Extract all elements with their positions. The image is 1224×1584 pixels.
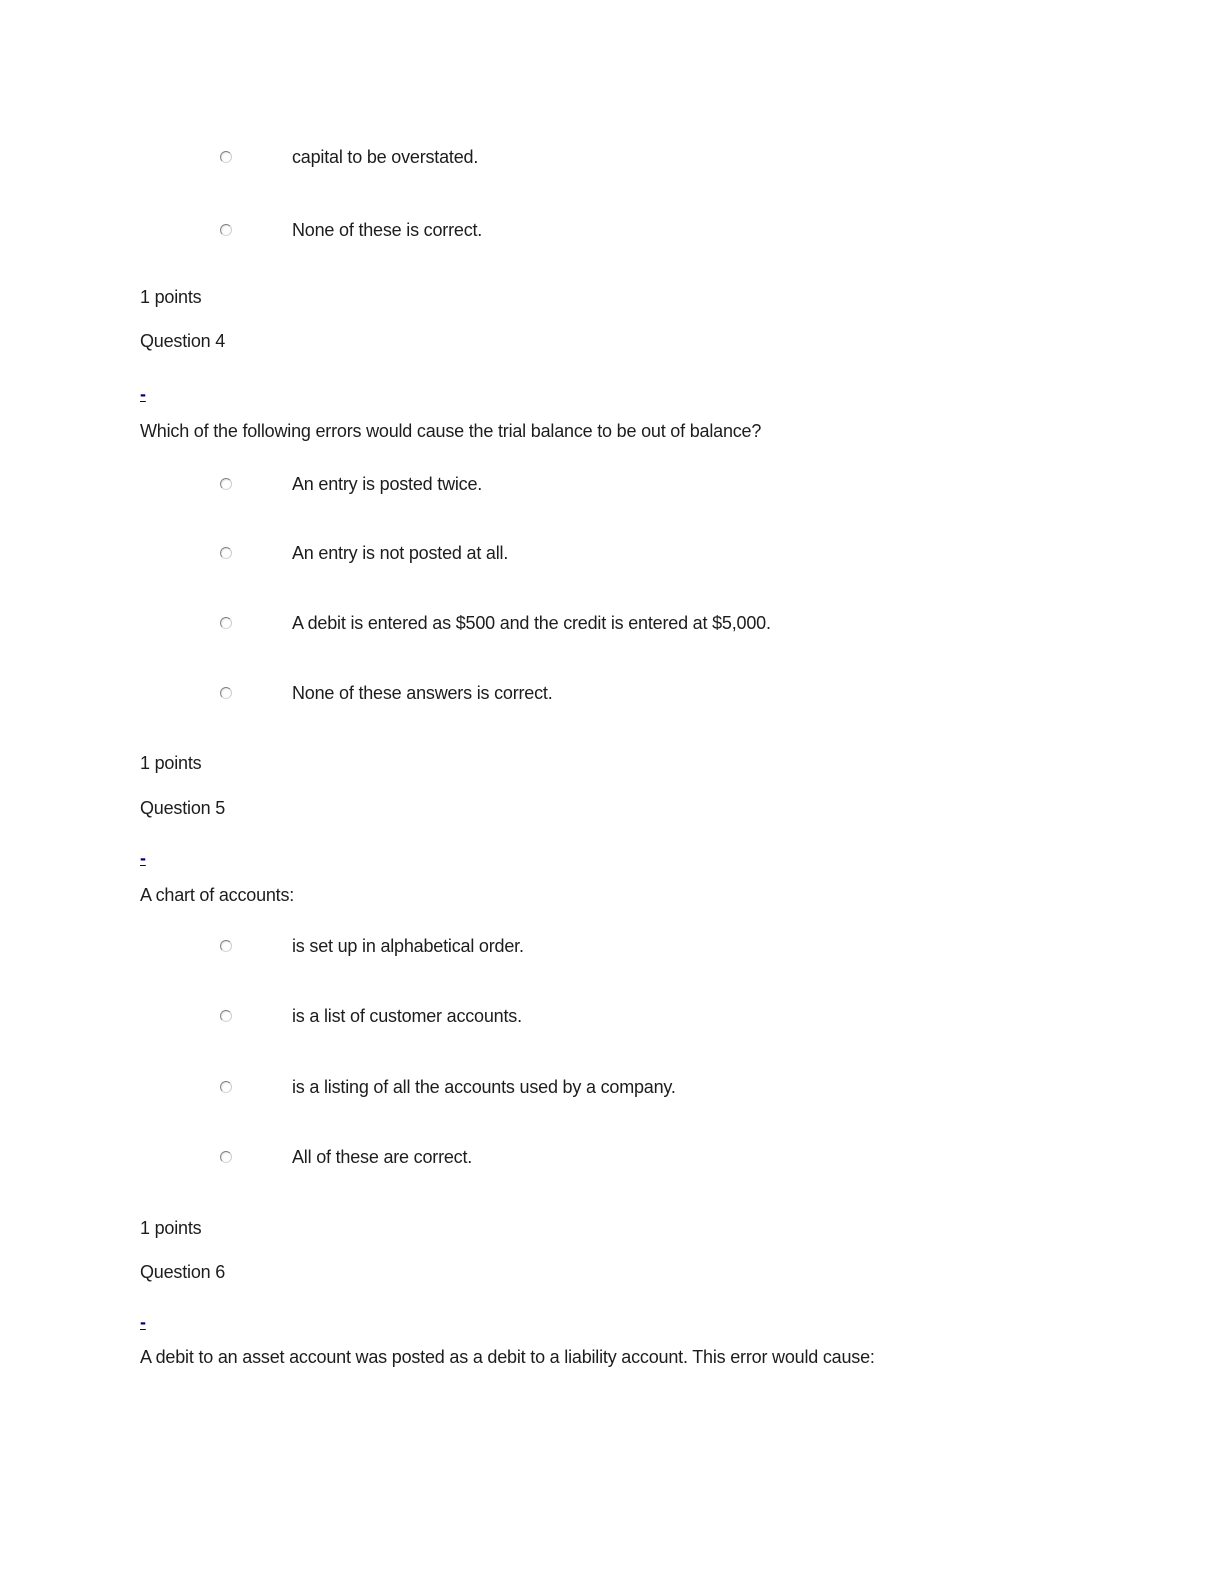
answer-option-row (220, 681, 553, 705)
radio-button-icon[interactable] (220, 151, 232, 163)
radio-button-icon[interactable] (220, 224, 232, 236)
answer-option-row (220, 1075, 676, 1099)
radio-button-icon[interactable] (220, 478, 232, 490)
radio-button-icon[interactable] (220, 940, 232, 952)
collapse-dash[interactable]: - (140, 384, 146, 404)
question-prompt: A debit to an asset account was posted as a debit to a liability account. This error would cause: (140, 1347, 875, 1367)
answer-option-label: All of these are correct. (292, 1147, 473, 1167)
collapse-link[interactable] (140, 846, 146, 870)
collapse-link[interactable] (140, 1310, 146, 1334)
collapse-link[interactable] (140, 382, 146, 406)
points-label: 1 points (140, 287, 202, 307)
question-prompt: Which of the following errors would cause the trial balance to be out of balance? (140, 421, 762, 441)
question-header: Question 6 (140, 1262, 226, 1282)
answer-option-row (220, 611, 771, 635)
answer-option-label: None of these answers is correct. (292, 683, 553, 703)
answer-option-label: is a listing of all the accounts used by a company. (292, 1077, 676, 1097)
answer-option-label: capital to be overstated. (292, 147, 479, 167)
question-header: Question 4 (140, 331, 226, 351)
answer-option-row (220, 1004, 522, 1028)
answer-option-label: is set up in alphabetical order. (292, 936, 524, 956)
radio-button-icon[interactable] (220, 1081, 232, 1093)
answer-option-row (220, 541, 508, 565)
answer-option-label: An entry is not posted at all. (292, 543, 509, 563)
answer-option-row (220, 1145, 472, 1169)
points-label: 1 points (140, 1218, 202, 1238)
collapse-dash[interactable]: - (140, 848, 146, 868)
answer-option-label: None of these is correct. (292, 220, 483, 240)
answer-option-label: A debit is entered as $500 and the credit is entered at $5,000. (292, 613, 771, 633)
answer-option-label: is a list of customer accounts. (292, 1006, 522, 1026)
answer-option-label: An entry is posted twice. (292, 474, 483, 494)
answer-option-row (220, 472, 482, 496)
question-header: Question 5 (140, 798, 226, 818)
answer-option-row (220, 218, 482, 242)
points-label: 1 points (140, 753, 202, 773)
radio-button-icon[interactable] (220, 687, 232, 699)
radio-button-icon[interactable] (220, 617, 232, 629)
answer-option-row (220, 145, 478, 169)
answer-option-row (220, 934, 524, 958)
collapse-dash[interactable]: - (140, 1312, 146, 1332)
question-prompt: A chart of accounts: (140, 885, 295, 905)
radio-button-icon[interactable] (220, 547, 232, 559)
radio-button-icon[interactable] (220, 1010, 232, 1022)
radio-button-icon[interactable] (220, 1151, 232, 1163)
